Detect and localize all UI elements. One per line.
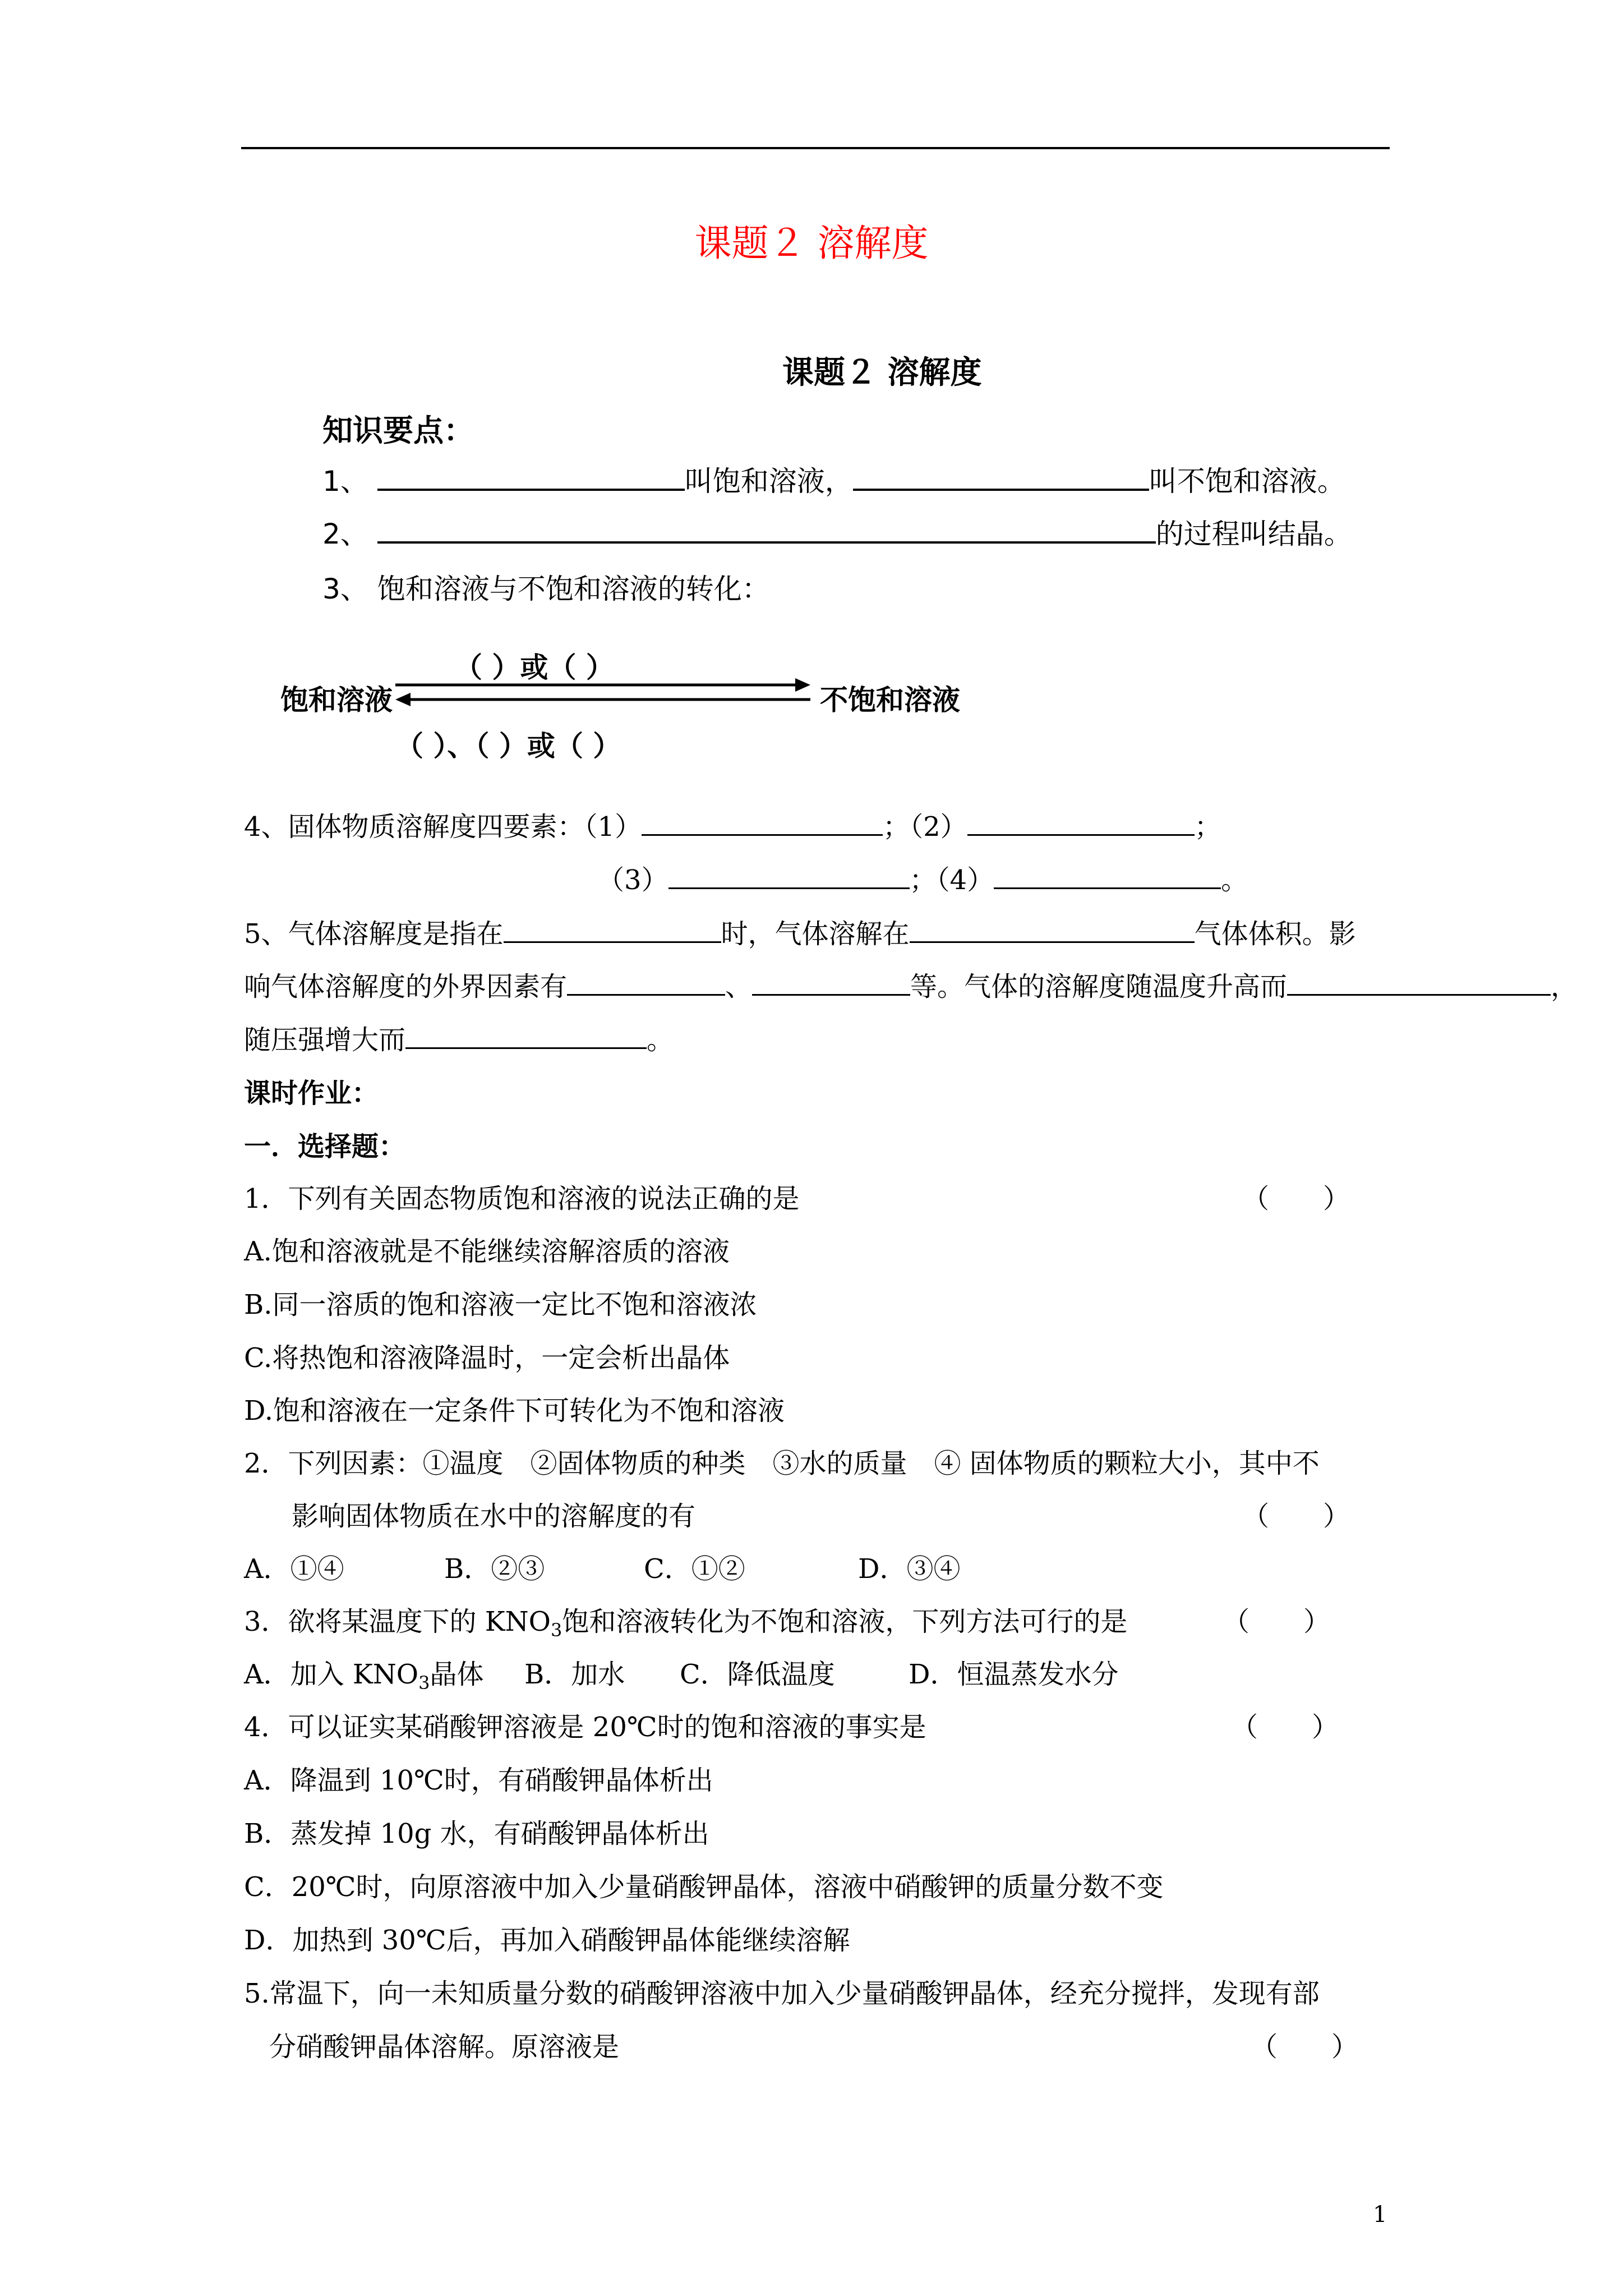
section-choice-heading: 一．选择题：: [244, 1131, 406, 1162]
question-5-answer-paren: （ ）: [1251, 2031, 1359, 2063]
header-rule: [241, 147, 1390, 149]
question-1-option-c: C.将热饱和溶液降温时，一定会析出晶体: [244, 1342, 730, 1374]
homework-heading: 课时作业：: [244, 1078, 379, 1109]
question-1-option-a: A.饱和溶液就是不能继续溶解溶质的溶液: [244, 1236, 730, 1267]
question-3: 3．欲将某温度下的 $KNO_3$饱和溶液转化为不饱和溶液，下列方法可行的是: [244, 1606, 1128, 1641]
question-2-option-b: B．②③: [444, 1553, 545, 1585]
diagram-unsaturated-label: 不饱和溶液: [820, 684, 960, 716]
forward-arrowhead: [795, 678, 810, 692]
knowledge-line-2: 2、 的过程叫结晶。: [322, 518, 1352, 550]
diagram-arrows: [393, 676, 813, 710]
question-2-option-d: D．③④: [858, 1553, 961, 1585]
fill-blank: [1287, 990, 1551, 996]
document-title: 课题２ 溶解度: [694, 222, 929, 265]
knowledge-line-3: 3、 饱和溶液与不饱和溶液的转化：: [322, 573, 770, 605]
question-4: 4．可以证实某硝酸钾溶液是 20℃时的饱和溶液的事实是: [244, 1711, 926, 1743]
question-3-answer-paren: （ ）: [1223, 1606, 1331, 1637]
question-3-option-a: A．加入 $KNO_3$晶体: [244, 1659, 484, 1694]
question-3-option-c: C．降低温度: [680, 1659, 835, 1690]
question-4-answer-paren: （ ）: [1231, 1711, 1339, 1743]
question-2-continued: 影响固体物质在水中的溶解度的有: [292, 1501, 696, 1532]
fill-blank: [910, 937, 1195, 943]
page-number: 1: [1373, 2202, 1387, 2228]
fill-blank: [994, 883, 1221, 889]
fill-blank: [752, 990, 910, 996]
question-4-option-a: A．降温到 10℃时，有硝酸钾晶体析出: [244, 1765, 713, 1796]
fill-blank: [405, 1043, 647, 1049]
reverse-arrowhead: [395, 693, 411, 706]
knowledge-heading: 知识要点：: [322, 413, 474, 448]
fill-blank: [668, 883, 910, 889]
question-1-option-d: D.饱和溶液在一定条件下可转化为不饱和溶液: [244, 1395, 785, 1427]
fill-blank: [567, 990, 725, 996]
knowledge-line-1: 1、 叫饱和溶液， 叫不饱和溶液。: [322, 465, 1345, 498]
question-4-option-c: C．20℃时，向原溶液中加入少量硝酸钾晶体，溶液中硝酸钾的质量分数不变: [244, 1871, 1164, 1903]
fill-blank: [377, 483, 685, 491]
fill-blank: [377, 536, 1156, 544]
knowledge-q5-line2: 响气体溶解度的外界因素有 、 等。气体的溶解度随温度升高而 ，: [244, 971, 1578, 1002]
fill-blank: [504, 937, 721, 943]
fill-blank: [967, 830, 1195, 836]
question-1-answer-paren: （ ）: [1242, 1183, 1350, 1214]
question-1: 1．下列有关固态物质饱和溶液的说法正确的是: [244, 1183, 800, 1214]
question-2: 2．下列因素：①温度 ②固体物质的种类 ③水的质量 ④ 固体物质的颗粒大小，其中不: [244, 1448, 1320, 1479]
question-5: 5.常温下，向一未知质量分数的硝酸钾溶液中加入少量硝酸钾晶体，经充分搅拌，发现有部: [244, 1978, 1320, 2009]
knowledge-q4-line1: 4、固体物质溶解度四要素：（1） ；（2） ；: [244, 811, 1221, 843]
question-2-answer-paren: （ ）: [1242, 1501, 1350, 1532]
diagram-saturated-label: 饱和溶液: [280, 684, 393, 716]
question-2-option-c: C．①②: [644, 1553, 745, 1585]
question-3-option-d: D．恒温蒸发水分: [909, 1659, 1119, 1690]
question-4-option-b: B．蒸发掉 10g 水，有硝酸钾晶体析出: [244, 1818, 709, 1849]
knowledge-q5-line3: 随压强增大而 。: [244, 1024, 674, 1056]
knowledge-q5-line1: 5、气体溶解度是指在 时，气体溶解在 气体体积。影: [244, 918, 1356, 950]
image-title: 课题２ 溶解度: [782, 355, 982, 391]
question-1-option-b: B.同一溶质的饱和溶液一定比不饱和溶液浓: [244, 1289, 757, 1320]
question-4-option-d: D．加热到 30℃后，再加入硝酸钾晶体能继续溶解: [244, 1925, 850, 1956]
diagram-top-conditions: （ ）或（ ）: [454, 651, 614, 684]
question-5-continued: 分硝酸钾晶体溶解。原溶液是: [269, 2031, 620, 2063]
diagram-bottom-conditions: （ ）、（ ）或（ ）: [395, 730, 621, 762]
fill-blank: [642, 830, 883, 836]
question-2-option-a: A．①④: [244, 1553, 344, 1585]
fill-blank: [853, 483, 1149, 491]
knowledge-q4-line2: （3） ；（4） 。: [597, 864, 1248, 896]
question-3-option-b: B．加水: [524, 1659, 625, 1690]
